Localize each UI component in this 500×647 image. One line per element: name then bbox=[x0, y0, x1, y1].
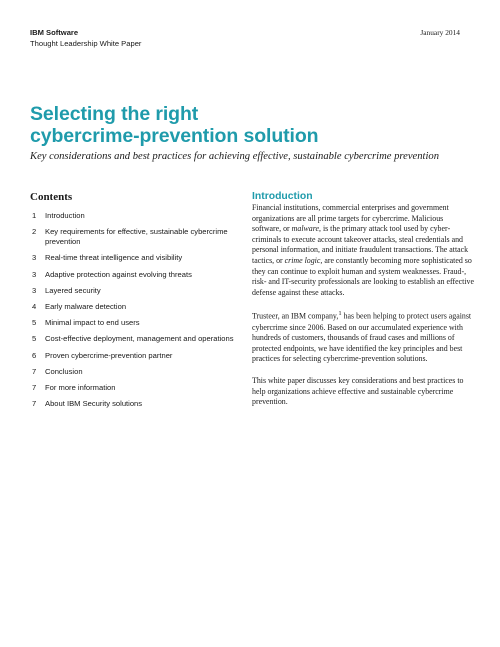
intro-text: Financial institutions, commercial enterprises and government organizations are all prime targets for cybercrime. Malicious software, or bbox=[252, 203, 449, 234]
contents-page-number: 3 bbox=[32, 269, 37, 279]
contents-page-number: 5 bbox=[32, 318, 37, 328]
document-series: Thought Leadership White Paper bbox=[30, 39, 142, 48]
contents-item[interactable] bbox=[30, 211, 240, 221]
contents-item-label: Conclusion bbox=[45, 366, 83, 376]
contents-item[interactable] bbox=[30, 302, 240, 312]
contents-item-label: About IBM Security solutions bbox=[45, 399, 143, 409]
introduction-paragraph-2 bbox=[252, 309, 474, 365]
page-title-line-2: cybercrime-prevention solution bbox=[30, 125, 319, 147]
contents-item-label: Key requirements for effective, sustainable cybercrime prevention bbox=[45, 227, 228, 247]
contents-page-number: 3 bbox=[32, 253, 37, 263]
page-subtitle: Key considerations and best practices for achieving effective, sustainable cybercrime prevention bbox=[30, 151, 440, 162]
contents-item[interactable] bbox=[30, 367, 240, 377]
contents-heading: Contents bbox=[30, 191, 73, 203]
contents-item[interactable] bbox=[30, 286, 240, 296]
contents-page-number: 2 bbox=[32, 227, 37, 237]
contents-item-label: For more information bbox=[45, 382, 116, 392]
intro-emphasis: malware bbox=[291, 224, 319, 234]
contents-page-number: 4 bbox=[32, 301, 37, 311]
contents-item[interactable] bbox=[30, 227, 240, 247]
contents-item[interactable] bbox=[30, 334, 240, 344]
contents-list bbox=[30, 211, 240, 409]
contents-page-number: 7 bbox=[32, 399, 37, 409]
contents-item[interactable] bbox=[30, 383, 240, 393]
table-of-contents bbox=[30, 191, 240, 415]
contents-page-number: 6 bbox=[32, 350, 37, 360]
contents-item-label: Proven cybercrime-prevention partner bbox=[45, 350, 173, 360]
contents-item-label: Adaptive protection against evolving threats bbox=[45, 269, 192, 279]
contents-item[interactable] bbox=[30, 253, 240, 263]
brand-name: IBM Software bbox=[30, 28, 79, 37]
contents-item-label: Early malware detection bbox=[45, 301, 127, 311]
contents-item-label: Introduction bbox=[45, 211, 85, 220]
intro-emphasis: crime logic bbox=[284, 255, 321, 265]
page-title-line-1: Selecting the right bbox=[30, 103, 199, 125]
intro-text: , is the primary attack tool used by cybercriminals to execute account takeover attacks, steal credentials and personal information, and initiate fraudulent transactions. The attack tactics, or bbox=[252, 224, 469, 265]
introduction-section bbox=[252, 191, 474, 419]
contents-page-number: 7 bbox=[32, 382, 37, 392]
introduction-heading: Introduction bbox=[252, 191, 313, 202]
introduction-paragraph-1 bbox=[252, 203, 474, 298]
page-title bbox=[30, 103, 318, 147]
contents-item[interactable] bbox=[30, 318, 240, 328]
contents-item-label: Real-time threat intelligence and visibility bbox=[45, 253, 183, 263]
document-date: January 2014 bbox=[420, 28, 460, 37]
contents-item[interactable] bbox=[30, 351, 240, 361]
contents-item[interactable] bbox=[30, 399, 240, 409]
intro-text: Trusteer, an IBM company, bbox=[252, 311, 339, 321]
intro-text: has been helping to protect users against cybercrime since 2006. Based on our accumulated experience with hundreds of customers, thousands of fraud cases and millions of protected endpoints, we have identified the key principles and best practices for selecting cybercrime-prevention solutions. bbox=[252, 311, 472, 364]
contents-item-label: Minimal impact to end users bbox=[45, 318, 140, 328]
contents-item-label: Layered security bbox=[45, 285, 101, 295]
footnote-marker[interactable]: 1 bbox=[338, 310, 342, 318]
intro-text: , are constantly becoming more sophisticated so they can continue to exploit human and system weaknesses. Fraud-, risk- and IT-security professionals are looking to establish an effective defense against these attacks. bbox=[252, 255, 474, 297]
contents-page-number: 1 bbox=[32, 211, 37, 220]
introduction-paragraph-3: This white paper discusses key considerations and best practices to help organizations achieve effective and sustainable cybercrime prevention. bbox=[252, 375, 464, 407]
contents-page-number: 3 bbox=[32, 285, 37, 295]
contents-page-number: 7 bbox=[32, 366, 37, 376]
document-header bbox=[30, 27, 141, 49]
contents-item-label: Cost-effective deployment, management and operations bbox=[45, 334, 234, 344]
contents-page-number: 5 bbox=[32, 334, 37, 344]
contents-item[interactable] bbox=[30, 270, 240, 280]
